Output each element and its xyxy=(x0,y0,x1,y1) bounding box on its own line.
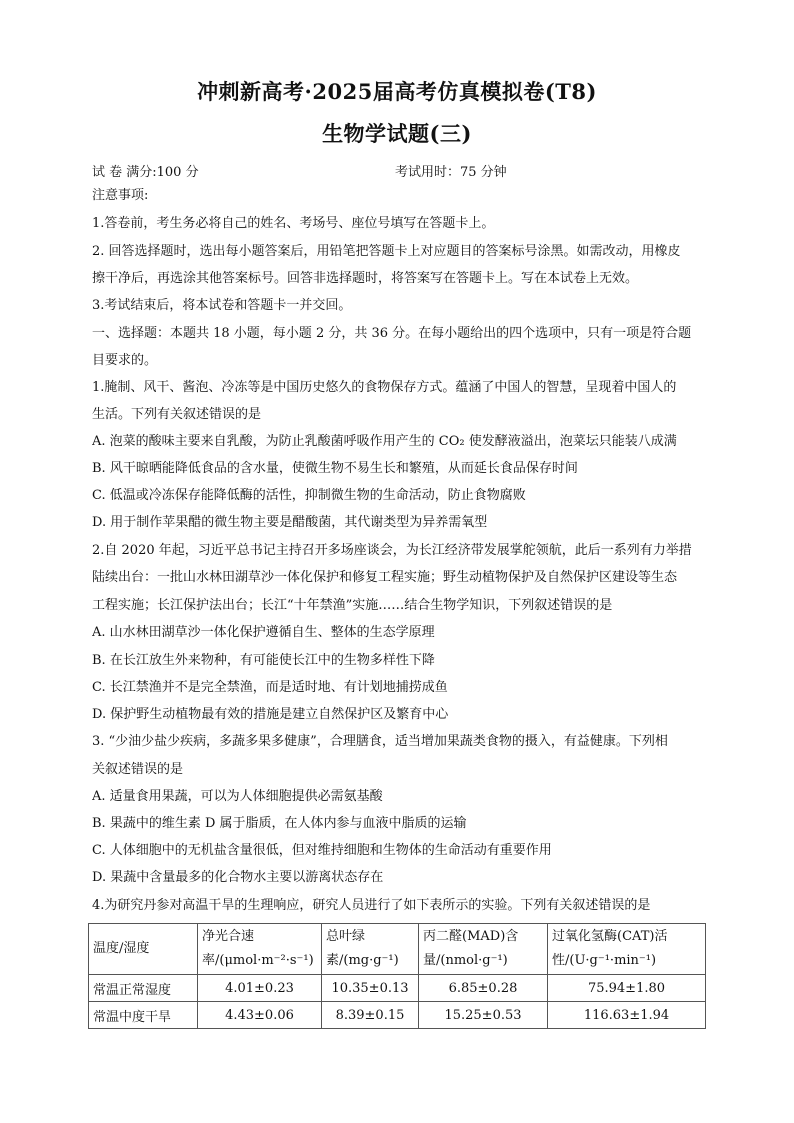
row-condition: 常温中度干旱 xyxy=(89,1002,198,1029)
header-net-photosynthesis: 净光合速率/(μmol·m⁻²·s⁻¹) xyxy=(198,924,322,975)
notice-item-2-line-2: 擦干净后，再选涂其他答案标号。回答非选择题时，将答案写在答题卡上。写在本试卷上无效。 xyxy=(92,271,639,286)
section-heading-line-2: 目要求的。 xyxy=(92,353,158,368)
q2-stem-line-3: 工程实施；长江保护法出台；长江“十年禁渔”实施……结合生物学知识，下列叙述错误的是 xyxy=(92,598,613,613)
section-heading-line-1: 一、选择题：本题共 18 小题，每小题 2 分，共 36 分。在每小题给出的四个选项中，只有一项是符合题 xyxy=(92,326,692,341)
q3-option-c: C. 人体细胞中的无机盐含量很低，但对维持细胞和生物体的生命活动有重要作用 xyxy=(92,843,552,858)
q3-option-b: B. 果蔬中的维生素 D 属于脂质，在人体内参与血液中脂质的运输 xyxy=(92,816,467,831)
cell-net-photosynthesis: 4.01±0.23 xyxy=(198,975,322,1002)
notice-item-1: 1.答卷前，考生务必将自己的姓名、考场号、座位号填写在答题卡上。 xyxy=(92,216,495,231)
q1-option-c: C. 低温或冷冻保存能降低酶的活性，抑制微生物的生命活动，防止食物腐败 xyxy=(92,488,526,503)
table-header-row xyxy=(89,924,706,975)
q2-stem-line-2: 陆续出台：一批山水林田湖草沙一体化保护和修复工程实施；野生动植物保护及自然保护区建设等生态 xyxy=(92,570,678,585)
experiment-table xyxy=(88,923,706,1029)
q1-option-a: A. 泡菜的酸味主要来自乳酸，为防止乳酸菌呼吸作用产生的 CO₂ 使发酵液溢出，泡菜坛只能装八成满 xyxy=(92,434,677,449)
cell-cat: 116.63±1.94 xyxy=(548,1002,706,1029)
full-score: 试 卷 满分:100 分 xyxy=(92,165,199,180)
header-chlorophyll: 总叶绿素/(mg·g⁻¹) xyxy=(322,924,419,975)
q3-stem-line-1: 3. “少油少盐少疾病，多蔬多果多健康”，合理膳食，适当增加果蔬类食物的摄入，有益健康。下列相 xyxy=(92,734,668,749)
notice-heading: 注意事项: xyxy=(92,188,149,203)
q1-option-d: D. 用于制作苹果醋的微生物主要是醋酸菌，其代谢类型为异养需氧型 xyxy=(92,515,488,530)
table-row xyxy=(89,975,706,1002)
q3-option-d: D. 果蔬中含量最多的化合物水主要以游离状态存在 xyxy=(92,870,384,885)
q1-stem-line-2: 生活。下列有关叙述错误的是 xyxy=(92,407,262,422)
cell-chlorophyll: 10.35±0.13 xyxy=(322,975,419,1002)
cell-net-photosynthesis: 4.43±0.06 xyxy=(198,1002,322,1029)
q4-stem: 4.为研究丹参对高温干旱的生理响应，研究人员进行了如下表所示的实验。下列有关叙述错误的是 xyxy=(92,898,651,913)
table-row xyxy=(89,1002,706,1029)
cell-chlorophyll: 8.39±0.15 xyxy=(322,1002,419,1029)
header-condition: 温度/湿度 xyxy=(89,924,198,975)
q2-option-c: C. 长江禁渔并不是完全禁渔，而是适时地、有计划地捕捞成鱼 xyxy=(92,680,448,695)
cell-mda: 6.85±0.28 xyxy=(419,975,548,1002)
q2-option-b: B. 在长江放生外来物种，有可能使长江中的生物多样性下降 xyxy=(92,653,435,668)
q2-option-a: A. 山水林田湖草沙一体化保护遵循自生、整体的生态学原理 xyxy=(92,625,435,640)
q1-stem-line-1: 1.腌制、风干、酱泡、冷冻等是中国历史悠久的食物保存方式。蕴涵了中国人的智慧，呈现着中国人的 xyxy=(92,380,677,395)
row-condition: 常温正常湿度 xyxy=(89,975,198,1002)
cell-mda: 15.25±0.53 xyxy=(419,1002,548,1029)
q1-option-b: B. 风干晾晒能降低食品的含水量，使微生物不易生长和繁殖，从而延长食品保存时间 xyxy=(92,461,578,476)
q3-option-a: A. 适量食用果蔬，可以为人体细胞提供必需氨基酸 xyxy=(92,789,383,804)
q2-stem-line-1: 2.自 2020 年起，习近平总书记主持召开多场座谈会，为长江经济带发展掌舵领航，此后一系列有力举措 xyxy=(92,543,692,558)
q3-stem-line-2: 关叙述错误的是 xyxy=(92,762,184,777)
header-cat: 过氧化氢酶(CAT)活性/(U·g⁻¹·min⁻¹) xyxy=(548,924,706,975)
notice-item-2-line-1: 2. 回答选择题时，选出每小题答案后，用铅笔把答题卡上对应题目的答案标号涂黑。如需改动，用橡皮 xyxy=(92,244,681,259)
exam-duration: 考试用时：75 分钟 xyxy=(395,165,507,180)
header-mda: 丙二醛(MAD)含量/(nmol·g⁻¹) xyxy=(419,924,548,975)
cell-cat: 75.94±1.80 xyxy=(548,975,706,1002)
exam-subtitle: 生物学试题(三) xyxy=(322,121,472,146)
exam-title: 冲刺新高考·2025届高考仿真模拟卷(T8) xyxy=(197,79,597,104)
notice-item-3: 3.考试结束后，将本试卷和答题卡一并交回。 xyxy=(92,298,352,313)
q2-option-d: D. 保护野生动植物最有效的措施是建立自然保护区及繁育中心 xyxy=(92,707,449,722)
